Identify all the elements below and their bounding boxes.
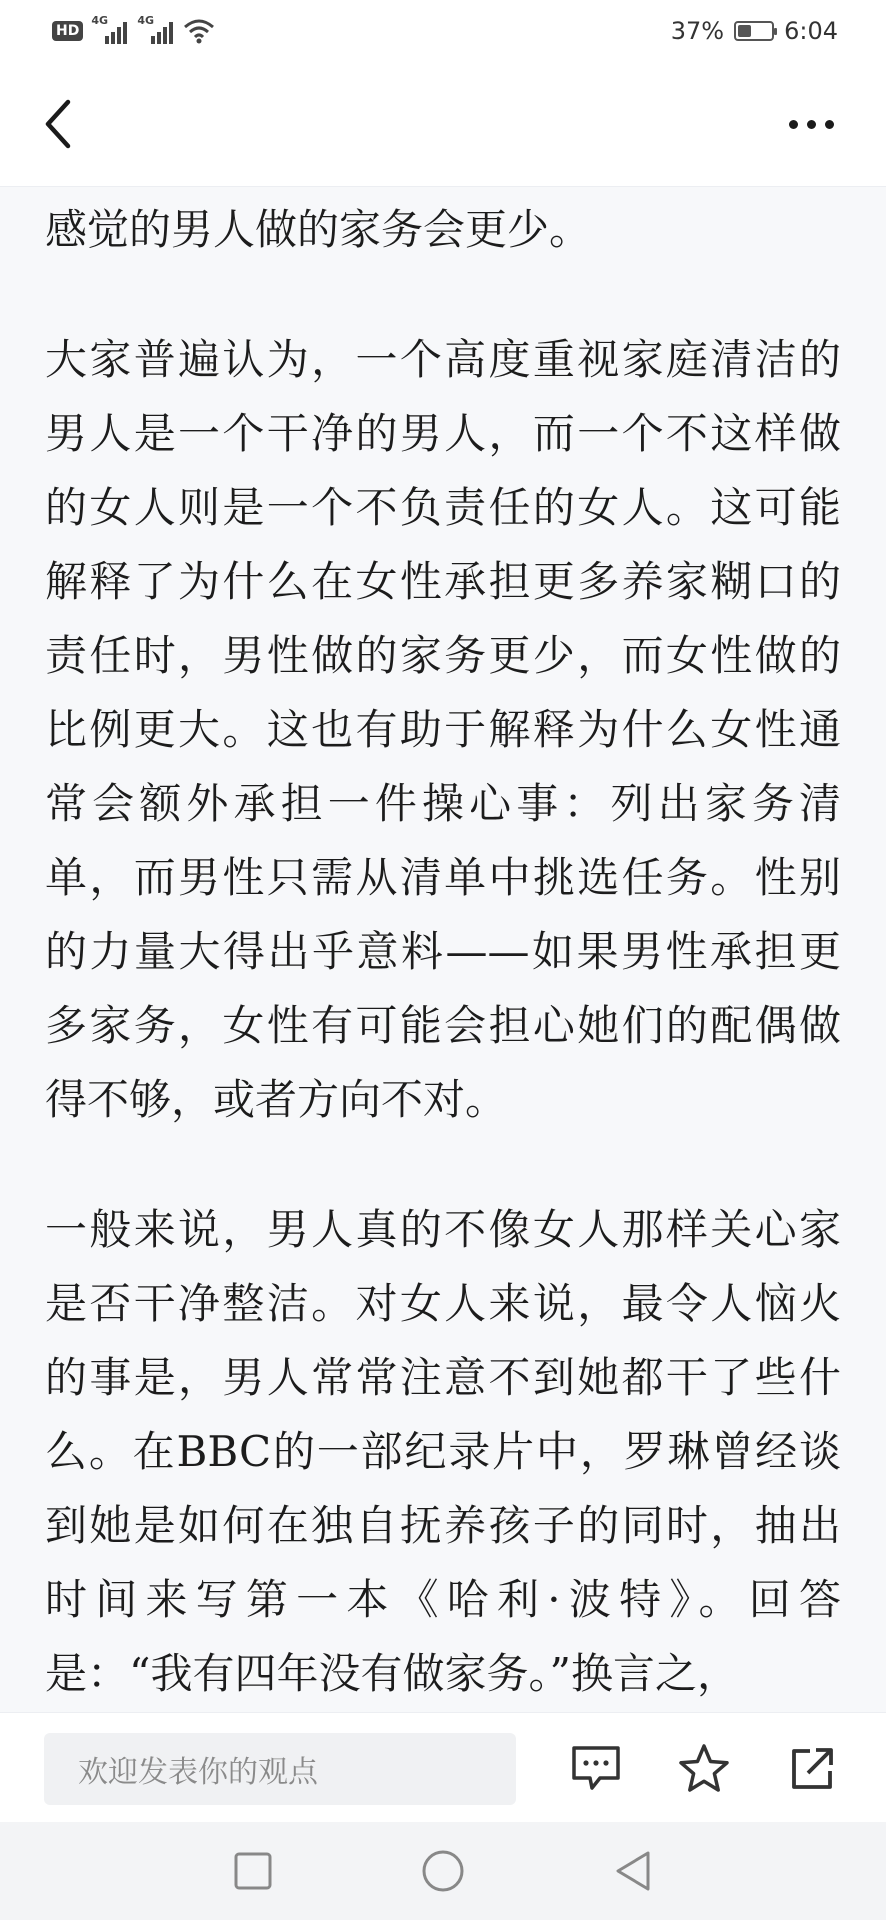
wifi-icon bbox=[183, 18, 215, 44]
share-icon bbox=[788, 1745, 836, 1793]
circle-icon bbox=[421, 1849, 465, 1893]
network-type-1: 4G bbox=[91, 14, 109, 27]
comment-icon bbox=[570, 1744, 622, 1794]
article-body bbox=[45, 186, 841, 1712]
status-left bbox=[52, 16, 215, 46]
clock: 6:04 bbox=[784, 17, 838, 45]
recents-button[interactable] bbox=[228, 1846, 278, 1896]
article-paragraph: 大家普遍认为，一个高度重视家庭清洁的男人是一个干净的男人，而一个不这样做的女人则是一个不负责任的女人。这可能解释了为什么在女性承担更多养家糊口的责任时，男性做的家务更少，而女性做的比例更大。这也有助于解释为什么女性通常会额外承担一件操心事：列出家务清单，而男性只需从清单中挑选任务。性别的力量大得出乎意料——如果男性承担更多家务，女性有可能会担心她们的配偶做得不够，或者方向不对。 bbox=[45, 335, 841, 1124]
article-paragraph: 感觉的男人做的家务会更少。 bbox=[45, 205, 592, 254]
article-paragraph: 一般来说，男人真的不像女人那样关心家是否干净整洁。对女人来说，最令人恼火的事是，男人常常注意不到她都干了些什么。在BBC的一部纪录片中，罗琳曾经谈到她是如何在独自抚养孩子的同时，抽出时间来写第一本《哈利·波特》。回答是：“我有四年没有做家务。”换言之， bbox=[45, 1205, 841, 1698]
home-button[interactable] bbox=[418, 1846, 468, 1896]
battery-percent: 37% bbox=[670, 17, 725, 45]
battery-icon bbox=[734, 21, 774, 41]
comments-button[interactable] bbox=[566, 1739, 626, 1799]
system-nav-bar bbox=[0, 1822, 886, 1920]
share-button[interactable] bbox=[782, 1739, 842, 1799]
hd-badge: HD bbox=[52, 21, 83, 41]
more-horizontal-icon bbox=[789, 120, 798, 129]
comment-bar bbox=[0, 1712, 886, 1823]
square-icon bbox=[233, 1851, 273, 1891]
signal-icon bbox=[137, 14, 175, 44]
back-button[interactable] bbox=[40, 92, 100, 156]
nav-bar bbox=[0, 62, 886, 187]
status-right bbox=[671, 16, 838, 46]
triangle-back-icon bbox=[613, 1849, 653, 1893]
favorite-button[interactable] bbox=[674, 1739, 734, 1799]
status-bar bbox=[0, 0, 886, 62]
system-back-button[interactable] bbox=[608, 1846, 658, 1896]
star-icon bbox=[677, 1743, 731, 1795]
signal-icon bbox=[91, 14, 129, 44]
chevron-left-icon bbox=[40, 98, 74, 150]
network-type-2: 4G bbox=[137, 14, 155, 27]
more-button[interactable] bbox=[776, 96, 846, 152]
comment-input[interactable]: 欢迎发表你的观点 bbox=[44, 1733, 516, 1805]
